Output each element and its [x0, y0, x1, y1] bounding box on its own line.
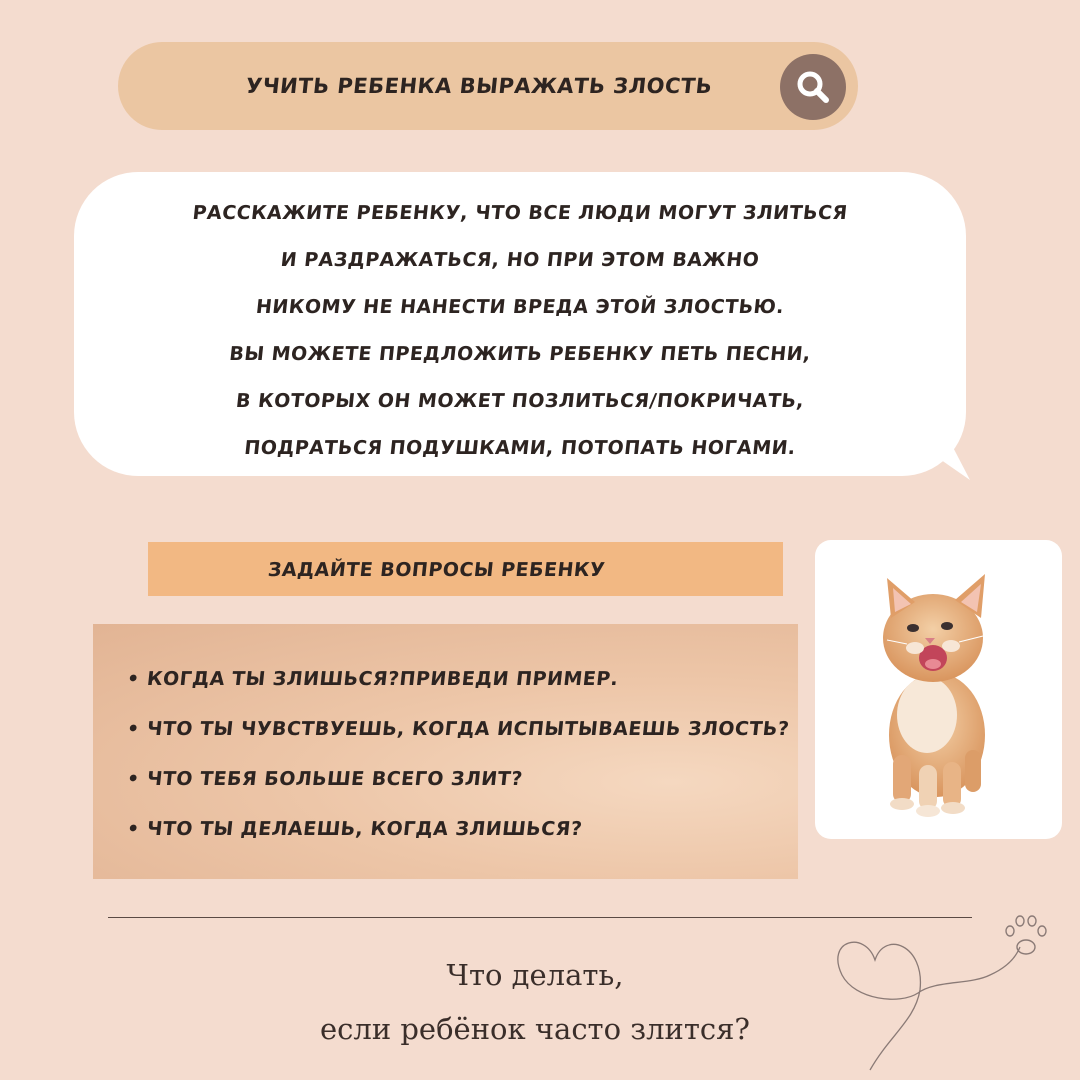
- kitten-photo: [815, 540, 1062, 839]
- questions-header: [148, 542, 783, 596]
- footer-title: [250, 948, 820, 1056]
- advice-line: НИКОМУ НЕ НАНЕСТИ ВРЕДА ЭТОЙ ЗЛОСТЬЮ.: [254, 296, 786, 318]
- bullet: •: [125, 768, 141, 790]
- advice-line: И РАЗДРАЖАТЬСЯ, НО ПРИ ЭТОМ ВАЖНО: [279, 249, 761, 271]
- footer-title-line: Что делать,: [446, 958, 624, 992]
- question-text: ЧТО ТЫ ДЕЛАЕШЬ, КОГДА ЗЛИШЬСЯ?: [145, 818, 584, 840]
- advice-line: РАССКАЖИТЕ РЕБЕНКУ, ЧТО ВСЕ ЛЮДИ МОГУТ ЗЛИТЬСЯ: [191, 202, 849, 224]
- search-query[interactable]: УЧИТЬ РЕБЕНКА ВЫРАЖАТЬ ЗЛОСТЬ: [244, 74, 714, 98]
- list-item: [124, 654, 792, 704]
- footer-title-line: если ребёнок часто злится?: [320, 1012, 750, 1046]
- list-item: [124, 754, 792, 804]
- advice-line: ПОДРАТЬСЯ ПОДУШКАМИ, ПОТОПАТЬ НОГАМИ.: [243, 437, 797, 459]
- questions-header-label: ЗАДАЙТЕ ВОПРОСЫ РЕБЕНКУ: [266, 559, 607, 581]
- search-button[interactable]: [780, 54, 846, 120]
- advice-line: В КОТОРЫХ ОН МОЖЕТ ПОЗЛИТЬСЯ/ПОКРИЧАТЬ,: [234, 390, 806, 412]
- search-icon: [795, 69, 831, 105]
- questions-list: [127, 654, 789, 854]
- question-text: КОГДА ТЫ ЗЛИШЬСЯ?ПРИВЕДИ ПРИМЕР.: [145, 668, 620, 690]
- list-item: [124, 804, 792, 854]
- bullet: •: [125, 718, 141, 740]
- kitten-illustration: [815, 540, 1062, 839]
- advice-bubble: [74, 172, 966, 476]
- advice-line: ВЫ МОЖЕТЕ ПРЕДЛОЖИТЬ РЕБЕНКУ ПЕТЬ ПЕСНИ,: [228, 343, 812, 365]
- questions-box: [93, 624, 798, 879]
- list-item: [124, 704, 792, 754]
- question-text: ЧТО ТЫ ЧУВСТВУЕШЬ, КОГДА ИСПЫТЫВАЕШЬ ЗЛОСТЬ?: [145, 718, 791, 740]
- advice-text: [74, 190, 966, 472]
- bullet: •: [125, 668, 141, 690]
- heart-paw-decoration: [830, 905, 1055, 1075]
- question-text: ЧТО ТЕБЯ БОЛЬШЕ ВСЕГО ЗЛИТ?: [145, 768, 524, 790]
- bullet: •: [125, 818, 141, 840]
- paw-icon: [1006, 916, 1046, 954]
- search-bar[interactable]: [118, 42, 858, 130]
- bubble-tail: [898, 430, 978, 482]
